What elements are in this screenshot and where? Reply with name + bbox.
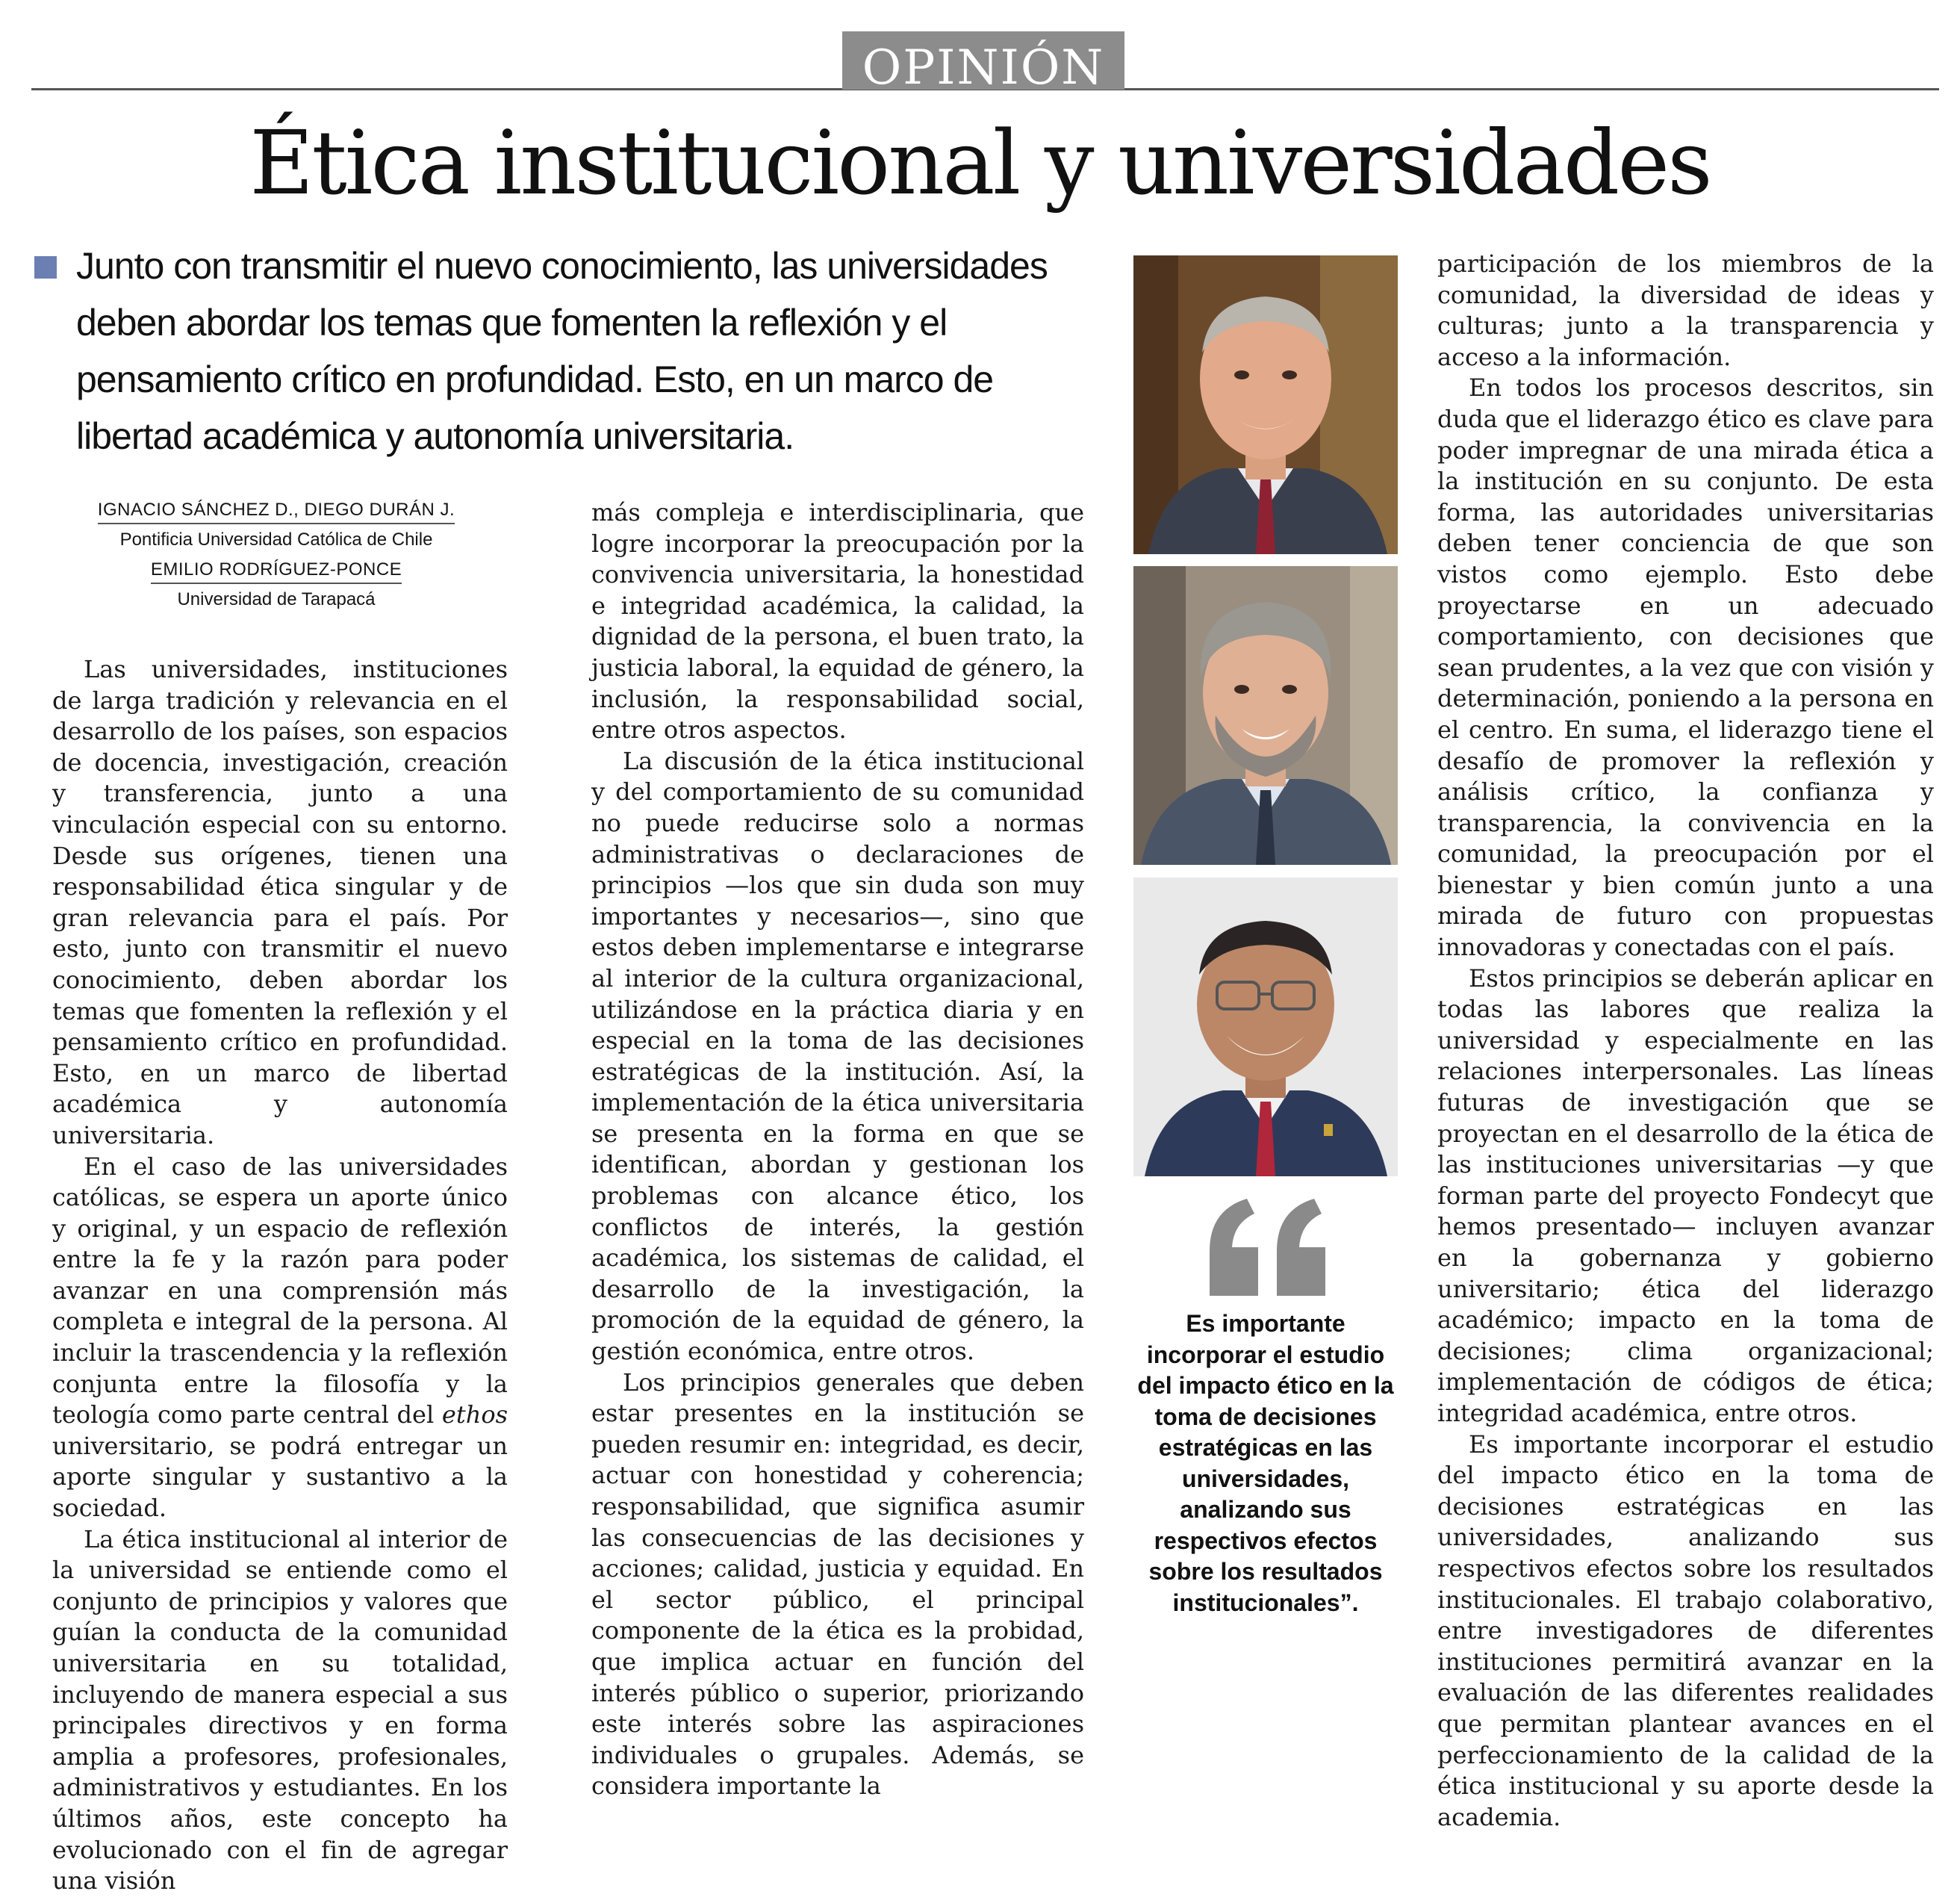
body-column-3 — [1437, 249, 1934, 1833]
author-names-1: IGNACIO SÁNCHEZ D., DIEGO DURÁN J. — [98, 499, 455, 524]
lead-marker-icon — [34, 256, 57, 279]
body-paragraph: La ética institucional al interior de la universidad se entiende como el conjunto de principios y valores que guían la conducta de la comunidad universitaria en su totalidad, incluyendo de manera especial a sus principales directivos y en forma amplia a profesores, profesionales, administrativos y estudiantes. En los últimos años, este concepto ha evolucionado con el fin de agregar una visión — [52, 1524, 508, 1896]
author-institution-2: Universidad de Tarapacá — [177, 589, 376, 609]
body-paragraph: En todos los procesos descritos, sin duda que el liderazgo ético es clave para poder impregnar de una mirada ética a la institución en su conjunto. De esta forma, las autoridades universitarias deben tener conciencia de que son vistos como ejemplo. Esto debe proyectarse en un adecuado comportamiento, con decisiones que sean prudentes, a la vez que con visión y determinación, poniendo a la persona en el centro. En suma, el liderazgo tiene el desafío de promover la reflexión y análisis crítico, la confianza y transparencia, la convivencia en la comunidad, la preocupación por el bienestar y bien común junto a una mirada de futuro con propuestas innovadoras y conectadas con el país. — [1437, 373, 1934, 962]
body-paragraph: En el caso de las universidades católicas, se espera un aporte único y original, y un espacio de reflexión entre la fe y la razón para poder avanzar en una comprensión más completa e integral de la persona. Al incluir la trascendencia y la reflexión conjunta entre la filosofía y la teología como parte central del ethos universitario, se podrá entregar un aporte singular y sustantivo a la sociedad. — [52, 1152, 508, 1523]
lead-paragraph: Junto con transmitir el nuevo conocimiento, las universidades deben abordar los temas que fomenten la reflexión y el pensamiento crítico en profundidad. Esto, en un marco de libertad académica y autonomía universitaria. — [76, 245, 1048, 457]
body-paragraph: Las universidades, instituciones de larga tradición y relevancia en el desarrollo de los países, son espacios de docencia, investigación, creación y transferencia, junto a una vinculación especial con su entorno. Desde sus orígenes, tienen una responsabilidad ética singular y de gran relevancia para el país. Por esto, junto con transmitir el nuevo conocimiento, deben abordar los temas que fomenten la reflexión y el pensamiento crítico en profundidad. Esto, en un marco de libertad académica y autonomía universitaria. — [52, 655, 508, 1149]
headline: Ética institucional y universidades — [249, 111, 1711, 214]
body-paragraph: Los principios generales que deben estar presentes en la institución se pueden resumir en: integridad, es decir, actuar con honestidad y coherencia; responsabilidad, que significa asumir las consecuencias de las decisiones y acciones; calidad, justicia y equidad. En el sector público, el principal componente de la ética es la probidad, que implica actuar en función del interés público o superior, priorizando este interés sobre las aspiraciones individuales o grupales. Además, se considera importante la — [591, 1367, 1084, 1801]
body-column-2 — [591, 497, 1084, 1802]
body-paragraph: Estos principios se deberán aplicar en todas las labores que realiza la universidad y especialmente en las relaciones interpersonales. Las líneas futuras de investigación que se proyectan en el desarrollo de la ética de las instituciones universitarias —y que forman parte del proyecto Fondecyt que hemos presentado— incluyen avanzar en la gobernanza y gobierno universitario; ética del liderazgo académico; impacto en la toma de decisiones; clima organizacional; implementación de códigos de ética; integridad académica, entre otros. — [1437, 963, 1934, 1427]
author-photo-2 — [1133, 566, 1398, 865]
pull-quote: Es importante incorporar el estudio del impacto ético en la toma de decisiones estratégicas en las universidades, analizando sus respectivos efectos sobre los resultados institucionales”. — [1137, 1310, 1394, 1616]
author-names-2: EMILIO RODRÍGUEZ-PONCE — [151, 559, 402, 584]
byline — [52, 499, 500, 618]
author-photo-3 — [1133, 878, 1398, 1176]
body-paragraph: La discusión de la ética institucional y del comportamiento de su comunidad no puede reducirse solo a normas administrativas o declaraciones de principios —los que sin duda son muy importantes y necesarios—, sino que estos deben implementarse e integrarse al interior de la cultura organizacional, utilizándose en la práctica diaria y en especial en la toma de las decisiones estratégicas de la institución. Así, la implementación de la ética universitaria se presenta en la forma en que se identifican, abordan y gestionan los problemas con alcance ético, los conflictos de interés, la gestión académica, los sistemas de calidad, el desarrollo de la investigación, la promoción de la equidad de género, la gestión económica, entre otros. — [591, 746, 1084, 1366]
author-institution-1: Pontificia Universidad Católica de Chile — [119, 530, 433, 550]
author-photo-1 — [1133, 255, 1398, 554]
body-paragraph: Es importante incorporar el estudio del impacto ético en la toma de decisiones estratégicas en las universidades, analizando sus respectivos efectos sobre los resultados institucionales. El trabajo colaborativo, entre investigadores de diferentes instituciones permitirá avanzar en la evaluación de las diferentes realidades que permitan plantear avances en el perfeccionamiento de la calidad de la ética institucional y su aporte desde la academia. — [1437, 1429, 1934, 1831]
section-label: OPINIÓN — [842, 31, 1124, 90]
body-paragraph: participación de los miembros de la comunidad, la diversidad de ideas y culturas; junto a la transparencia y acceso a la información. — [1437, 249, 1934, 371]
body-column-1 — [52, 654, 508, 1897]
body-paragraph: más compleja e interdisciplinaria, que logre incorporar la preocupación por la convivencia universitaria, la honestidad e integridad académica, la calidad, la dignidad de la persona, el buen trato, la justicia laboral, la equidad de género, la inclusión, la responsabilidad social, entre otros aspectos. — [591, 498, 1084, 745]
quote-mark-icon — [1202, 1195, 1337, 1300]
